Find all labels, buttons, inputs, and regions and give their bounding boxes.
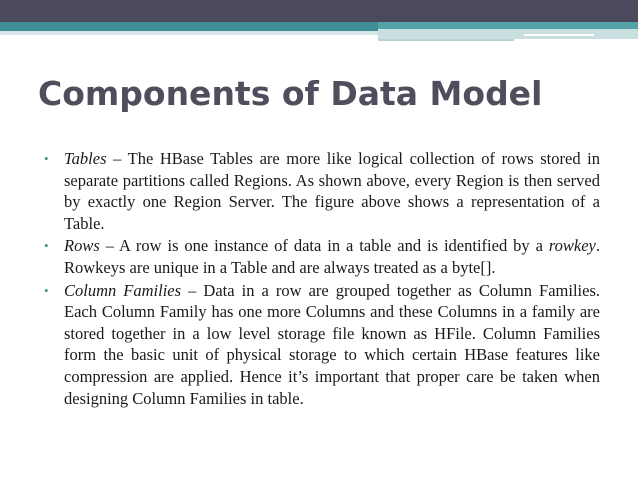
- header-band-highlight: [524, 34, 594, 36]
- bullet-dot-icon: •: [44, 238, 49, 254]
- header-band-thin: [378, 39, 514, 41]
- slide-title: Components of Data Model: [38, 74, 543, 113]
- bullet-item-tables: [44, 148, 600, 234]
- bullet-term: Rows: [64, 236, 100, 256]
- bullet-text: – A row is one instance of data in a table and is identified by a: [99, 236, 549, 256]
- bullet-list: [44, 148, 600, 410]
- bullet-text: . Rowkeys are unique in a Table and are always treated as a byte[].: [64, 236, 600, 277]
- bullet-item-rows: [44, 235, 600, 278]
- header-band-teal-left: [0, 22, 378, 31]
- bullet-item-column-families: [44, 280, 600, 410]
- bullet-italic-text: rowkey: [548, 236, 596, 256]
- header-band-teal-right: [378, 22, 638, 29]
- header-band-light-right: [378, 29, 638, 39]
- bullet-term: Tables: [64, 149, 107, 168]
- bullet-term: Column Families: [64, 280, 182, 300]
- bullet-text: – Data in a row are grouped together as Column Families. Each Column Family has one more Columns and these Columns in a family are stored together in a low level storage file known as HFile. Column Families form the basic unit of physical storage to which certain HBase features like compression are applied. Hence it’s important that proper care be taken when designing Column Families in table.: [64, 280, 600, 408]
- bullet-dot-icon: •: [44, 151, 49, 166]
- bullet-dot-icon: •: [44, 282, 49, 298]
- header-band-dark: [0, 0, 638, 22]
- header-band-light-left: [0, 31, 378, 35]
- bullet-text: – The HBase Tables are more like logical collection of rows stored in separate partitions called Regions. As shown above, every Region is then served by exactly one Region Server. The figure above shows a representation of a Table.: [64, 149, 600, 233]
